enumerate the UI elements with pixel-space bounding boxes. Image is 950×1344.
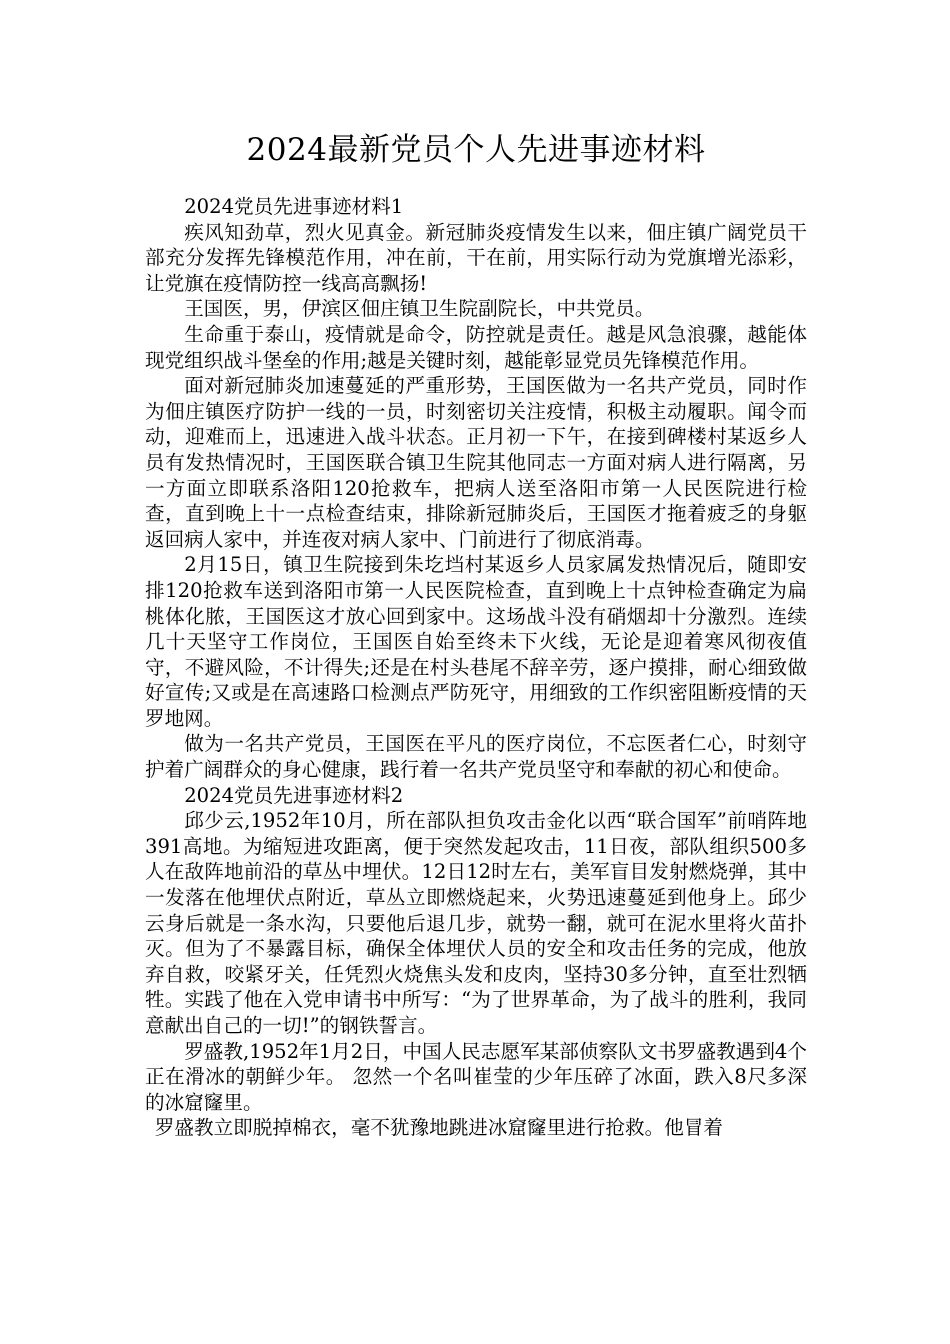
paragraph: 邱少云,1952年10月，所在部队担负攻击金化以西“联合国军”前哨阵地391高地。为缩短进攻距离，便于突然发起攻击，11日夜，部队组织500多人在敌阵地前沿的草丛中埋伏。12日12时左右，美军盲目发射燃烧弹，其中一发落在他埋伏点附近，草丛立即燃烧起来，火势迅速蔓延到他身上。邱少云身后就是一条水沟，只要他后退几步，就势一翻，就可在泥水里将火苗扑灭。但为了不暴露目标，确保全体埋伏人员的安全和攻击任务的完成，他放弃自救，咬紧牙关，任凭烈火烧焦头发和皮肉，坚持30多分钟，直至壮烈牺牲。实践了他在入党申请书中所写：“为了世界革命，为了战斗的胜利，我同意献出自己的一切!”的钢铁誓言。 [145,809,807,1037]
paragraph: 做为一名共产党员，王国医在平凡的医疗岗位，不忘医者仁心，时刻守护着广阔群众的身心健康，践行着一名共产党员坚守和奉献的初心和使命。 [145,732,807,782]
document-page [145,128,807,1141]
paragraph: 疾风知劲草，烈火见真金。新冠肺炎疫情发生以来，佃庄镇广阔党员干部充分发挥先锋模范作用，冲在前，干在前，用实际行动为党旗增光添彩，让党旗在疫情防控一线高高飘扬! [145,220,807,295]
paragraph: 罗盛教立即脱掉棉衣，毫不犹豫地跳进冰窟窿里进行抢救。他冒着 [154,1116,724,1140]
document-body [145,194,807,1141]
paragraph: 生命重于泰山，疫情就是命令，防控就是责任。越是风急浪骤，越能体现党组织战斗堡垒的作用;越是关键时刻，越能彰显党员先锋模范作用。 [145,322,807,372]
section-heading-2: 2024党员先进事迹材料2 [184,783,404,807]
paragraph: 面对新冠肺炎加速蔓延的严重形势，王国医做为一名共产党员，同时作为佃庄镇医疗防护一线的一员，时刻密切关注疫情，积极主动履职。闻令而动，迎难而上，迅速进入战斗状态。正月初一下午，在接到碑楼村某返乡人员有发热情况时，王国医联合镇卫生院其他同志一方面对病人进行隔离，另一方面立即联系洛阳120抢救车，把病人送至洛阳市第一人民医院进行检查，直到晚上十一点检查结束，排除新冠肺炎后，王国医才拖着疲乏的身躯返回病人家中，并连夜对病人家中、门前进行了彻底消毒。 [145,374,807,551]
paragraph: 王国医，男，伊滨区佃庄镇卫生院副院长，中共党员。 [184,297,655,321]
paragraph: 罗盛教,1952年1月2日，中国人民志愿军某部侦察队文书罗盛教遇到4个正在滑冰的朝鲜少年。 忽然一个名叫崔莹的少年压碎了冰面，跌入8尺多深的冰窟窿里。 [145,1039,807,1114]
section-heading-1: 2024党员先进事迹材料1 [184,195,404,218]
paragraph: 2月15日，镇卫生院接到朱圪垱村某返乡人员家属发热情况后，随即安排120抢救车送到洛阳市第一人民医院检查，直到晚上十点钟检查确定为扁桃体化脓，王国医这才放心回到家中。这场战斗没有硝烟却十分激烈。连续几十天坚守工作岗位，王国医自始至终未下火线，无论是迎着寒风彻夜值守，不避风险，不计得失;还是在村头巷尾不辞辛劳，逐户摸排，耐心细致做好宣传;又或是在高速路口检测点严防死守，用细致的工作织密阻断疫情的天罗地网。 [145,553,807,730]
document-title: 2024最新党员个人先进事迹材料 [246,132,706,168]
